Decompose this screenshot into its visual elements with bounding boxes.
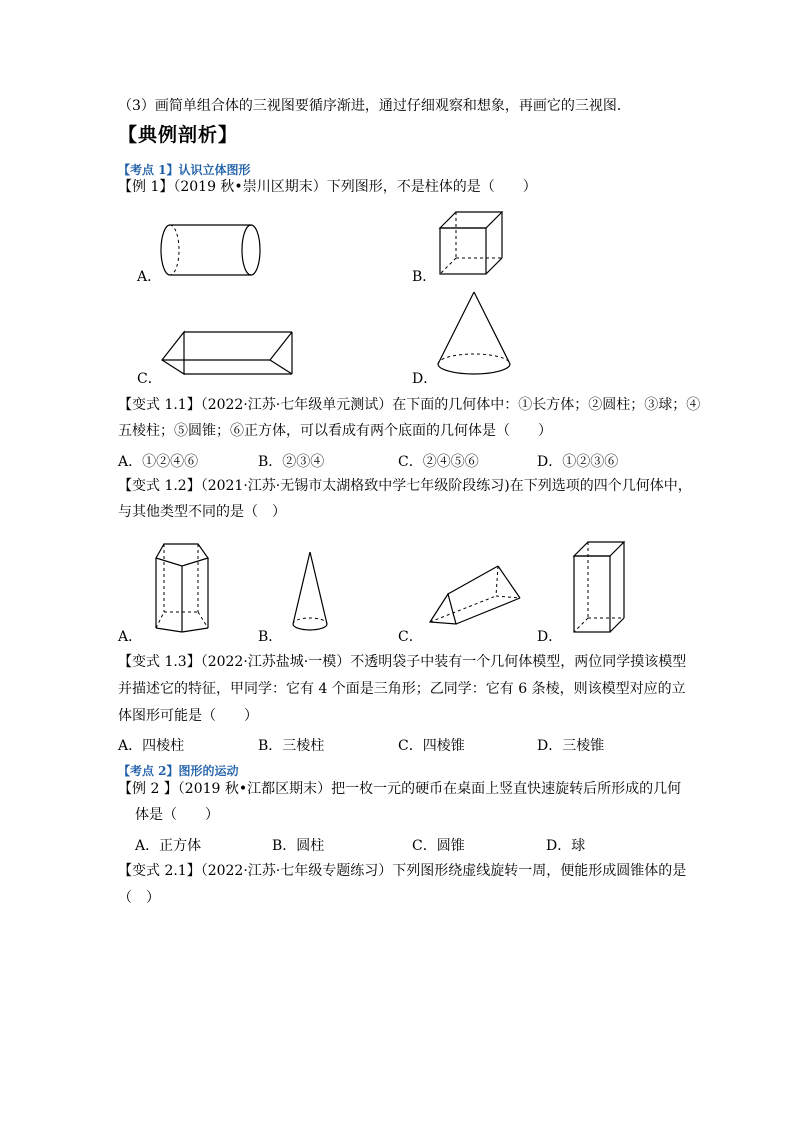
- variant-2-1-stem-line-1: 【变式 2.1】（2022·江苏·七年级专题练习）下列图形绕虚线旋转一周，便能形成圆锥体的是: [118, 863, 687, 879]
- choice-d: D．①②③⑥: [537, 454, 619, 470]
- example-2-stem-line-2: 体是（ ）: [135, 807, 219, 823]
- example-1-stem: 【例 1】（2019 秋•崇川区期末）下列图形，不是柱体的是（ ）: [118, 179, 537, 195]
- variant-1-1-stem-line-2: 五棱柱；⑤圆锥；⑥正方体，可以看成有两个底面的几何体是（ ）: [118, 423, 552, 439]
- kaodian-1-title: 【考点 1】认识立体图形: [118, 163, 251, 177]
- choice-d: D．球: [546, 838, 586, 854]
- example-1-option-a-label: A．: [137, 269, 162, 285]
- example-1-option-c-label: C．: [137, 371, 162, 387]
- variant-1-2-option-c-label: C．: [398, 629, 423, 645]
- choice-b: B．三棱柱: [258, 738, 325, 754]
- cylinder-figure: [158, 222, 264, 278]
- choice-b: B．②③④: [258, 454, 325, 470]
- variant-2-1-stem-line-2: （ ）: [118, 890, 160, 906]
- variant-1-2-option-b-label: B．: [258, 629, 283, 645]
- variant-1-3-stem-line-2: 并描述它的特征，甲同学：它有 4 个面是三角形；乙同学：它有 6 条棱，则该模型对应的立: [118, 681, 686, 697]
- example-1-option-b-label: B．: [412, 269, 437, 285]
- choice-c: C．圆锥: [412, 838, 465, 854]
- rectangular-prism-figure: [568, 538, 630, 636]
- variant-1-3-stem-line-3: 体图形可能是（ ）: [118, 708, 258, 724]
- choice-b: B．圆柱: [272, 838, 325, 854]
- kaodian-2-title: 【考点 2】图形的运动: [118, 764, 239, 778]
- intro-line: （3）画简单组合体的三视图要循序渐进，通过仔细观察和想象，再画它的三视图．: [118, 98, 631, 114]
- cube-figure: [436, 208, 506, 278]
- variant-1-1-stem-line-1: 【变式 1.1】（2022·江苏·七年级单元测试）在下面的几何体中：①长方体；②圆柱；③球；④: [118, 397, 701, 413]
- variant-1-3-stem-line-1: 【变式 1.3】（2022·江苏盐城·一模）不透明袋子中装有一个几何体模型，两位同学摸该模型: [118, 654, 687, 670]
- triangular-prism-figure: [160, 328, 296, 378]
- variant-1-2-stem-line-1: 【变式 1.2】（2021·江苏·无锡市太湖格致中学七年级阶段练习)在下列选项的四个几何体中，: [118, 478, 692, 494]
- choice-a: A．正方体: [135, 838, 202, 854]
- variant-1-2-stem-line-2: 与其他类型不同的是（ ）: [118, 504, 286, 520]
- variant-1-2-option-a-label: A．: [118, 629, 143, 645]
- choice-a: A．四棱柱: [118, 738, 185, 754]
- choice-a: A．①②④⑥: [118, 454, 199, 470]
- choice-d: D．三棱锥: [537, 738, 605, 754]
- example-1-option-d-label: D．: [412, 371, 438, 387]
- cone-figure: [434, 290, 514, 380]
- thin-cone-figure: [290, 550, 330, 634]
- slanted-triangular-prism-figure: [426, 562, 526, 630]
- pentagonal-prism-figure: [150, 540, 214, 635]
- choice-c: C．②④⑤⑥: [398, 454, 479, 470]
- variant-1-2-option-d-label: D．: [537, 629, 563, 645]
- example-2-stem-line-1: 【例 2 】（2019 秋•江都区期末）把一枚一元的硬币在桌面上竖直快速旋转后所形成的几何: [118, 781, 682, 797]
- choice-c: C．四棱锥: [398, 738, 465, 754]
- section-heading: 【典例剖析】: [118, 124, 239, 146]
